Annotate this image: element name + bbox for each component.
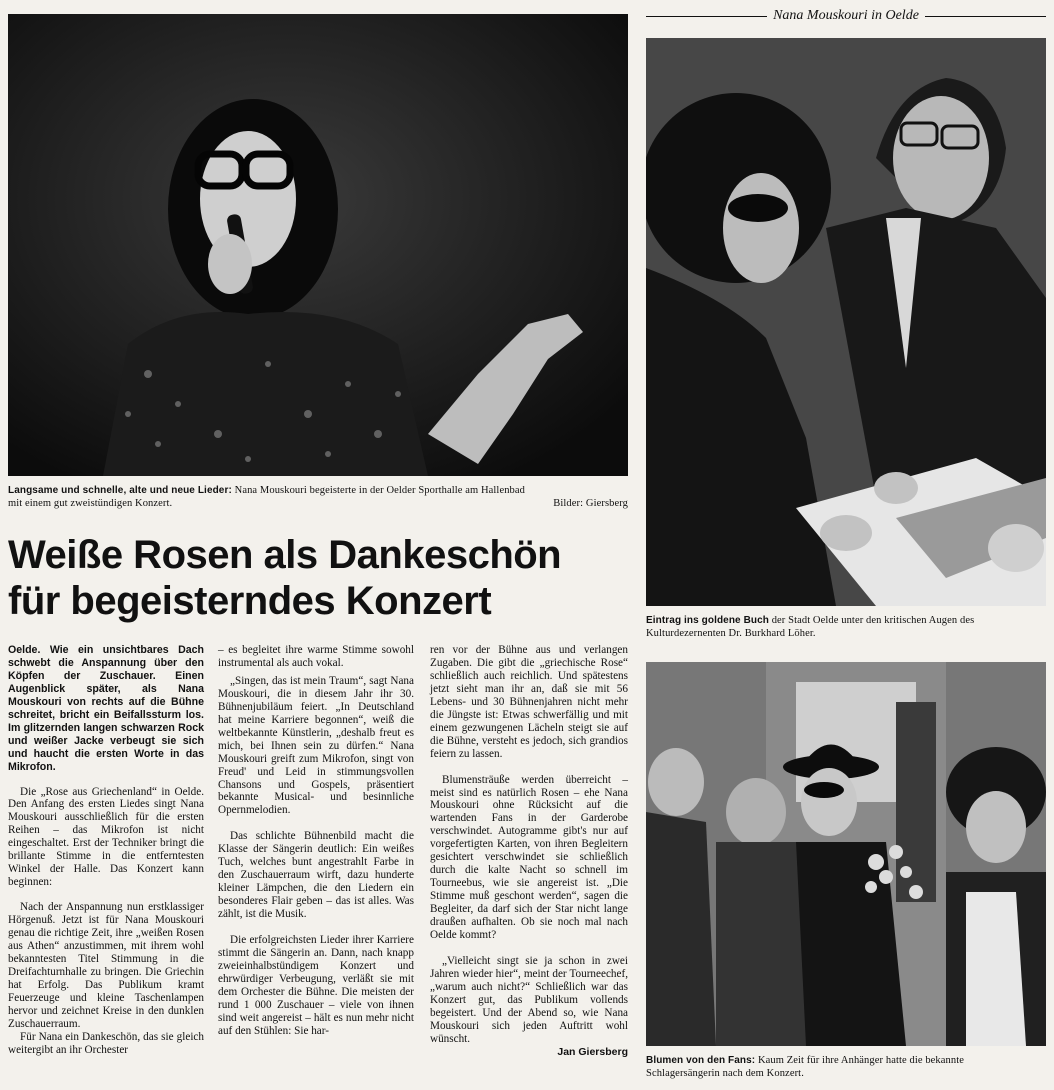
- kicker-text: Nana Mouskouri in Oelde: [773, 8, 919, 23]
- photo-fans-with-flowers: [646, 662, 1046, 1046]
- paragraph: Die „Rose aus Griechenland“ in Oelde. Den Anfang des ersten Liedes singt Nana Mouskouri ausschließlich für die ersten Reihen – das Mikrofon ist nicht eingeschaltet. Erst der Techniker bringt die brillante Stimme in die entferntesten Winkel der Halle. Das Konzert kann beginnen:: [8, 785, 204, 889]
- paragraph: „Singen, das ist mein Traum“, sagt Nana Mouskouri, die in diesem Jahr ihr 30. Bühnenjubiläum feiert. „In Deutschland hat meine Karriere begonnen“, weiß die weltbekannte Künstlerin, „deshalb freut es mich, bei Ihnen sein zu dürfen.“ Nana Mouskouri greift zum Mikrofon, singt von Freud' und Leid in stimmungsvollen Chansons und Gospels, präsentiert bekannte Musical- und besinnliche Opernmelodien.: [218, 674, 414, 817]
- section-kicker: [646, 6, 1046, 26]
- caption-fans-text: Kaum Zeit für ihre Anhänger hatte die bekannte: [755, 1055, 965, 1066]
- caption-main-bold: Langsame und schnelle, alte und neue Lieder:: [8, 485, 232, 496]
- article-column-3: [430, 644, 628, 1059]
- article-column-2: [218, 644, 414, 1038]
- photo-credit: Bilder: Giersberg: [553, 498, 628, 509]
- author-byline: Jan Giersberg: [557, 1045, 628, 1058]
- caption-fans-bold: Blumen von den Fans:: [646, 1055, 756, 1066]
- paragraph: „Vielleicht singt sie ja schon in zwei Jahren wieder hier“, meint der Tourneechef, „warum auch nicht?“ Schließlich war das Konzert gut, das Publikum vollends begeistert. Und der Abend so, wie Nana Mouskouri sich jeden Auftritt wohl wünscht.: [430, 954, 628, 1045]
- caption-signing-text: der Stadt Oelde unter den kritischen Augen des: [768, 615, 975, 626]
- paragraph: ren vor der Bühne aus und verlangen Zugaben. Die gibt die „griechische Rose“ schließlich auch reichlich. Und spätestens jetzt sieht man ihr an, daß sie mit 56 Lebens- und 30 Bühnenjahren nicht mehr die Jüngste ist: Etwas schwerfällig und mit einem gezwungenen Lächeln steigt sie auf die Bühne, versteht es jedoch, sich grandios feiern zu lassen.: [430, 644, 628, 760]
- headline-line-2: für begeisterndes Konzert: [8, 579, 492, 623]
- paragraph: Die erfolgreichsten Lieder ihrer Karriere stimmt die Sängerin an. Dann, nach knapp zweieinhalbstündigem Konzert und ehrwürdiger Verbeugung, verläßt sie mit dem Orchester die Bühne. Die meisten der rund 1 000 Zuschauer – viele von ihnen sind weit angereist – hält es nun mehr nicht auf den Stühlen: Sie har-: [218, 934, 414, 1037]
- caption-fans-line2: Schlagersängerin nach dem Konzert.: [646, 1068, 804, 1079]
- headline-line-1: Weiße Rosen als Dankeschön: [8, 533, 562, 577]
- paragraph: Nach der Anspannung nun erstklassiger Hörgenuß. Jetzt ist für Nana Mouskouri genau die richtige Zeit, ihre „weißen Rosen aus Athen“ anzustimmen, mit ihrem wohl bekanntesten Titel Stimmung in die Dreifachturnhalle zu bringen. Die Griechin hat Erfolg. Das Publikum kramt Feuerzeuge und kleine Taschenlampen hervor und zeichnet Kreise in den dunklen Zuschauerraum.: [8, 901, 204, 1030]
- caption-signing-photo: [646, 614, 1050, 640]
- caption-fans-photo: [646, 1054, 1050, 1080]
- caption-signing-line2: Kulturdezernenten Dr. Burkhard Löher.: [646, 628, 816, 639]
- kicker-rule-right: [925, 16, 1046, 17]
- article-lead: Oelde. Wie ein unsichtbares Dach schwebt die Anspannung über den Köpfen der Zuschauer. Einen Augenblick später, als Nana Mouskouri von rechts auf die Bühne schreitet, bricht ein Beifallssturm los. Im glitzernden langen schwarzen Rock und weißer Jacke verbeugt sie sich und haucht die ersten Worte in das Mikrofon.: [8, 644, 204, 773]
- photo-singer-on-stage: [8, 14, 628, 476]
- caption-main-line2: mit einem gut zweistündigen Konzert.: [8, 498, 173, 509]
- paragraph: Das schlichte Bühnenbild macht die Klasse der Sängerin deutlich: Ein weißes Tuch, welches bunt angestrahlt Farbe in den Zuschauerraum wirft, dazu hunderte kleiner Lämpchen, die den Liedern ein besonderes Flair geben – das ist alles. Was zählt, ist die Musik.: [218, 830, 414, 921]
- paragraph: Blumensträuße werden überreicht – meist sind es natürlich Rosen – ehe Nana Mouskouri ohne Rücksicht auf die wartenden Fans in der Garderobe verschwindet. Autogramme gibt's nur auf vorgefertigten Karten, von ihren Begleitern gesichtert verschwindet sie schließlich durch die kalte Nacht so schnell im Tourneebus, wie sie angereist ist. „Die Stimme muß geschont werden“, sagen die Begleiter, da darf sich der Star nicht lange draußen aufhalten. Ob sie noch mal nach Oelde kommt?: [430, 773, 628, 942]
- caption-main-photo: [8, 484, 628, 510]
- article-headline: [8, 532, 633, 624]
- paragraph: Für Nana ein Dankeschön, das sie gleich weitergibt an ihr Orchester: [8, 1030, 204, 1056]
- caption-main-text: Nana Mouskouri begeisterte in der Oelder Sporthalle am Hallenbad: [231, 485, 526, 496]
- caption-signing-bold: Eintrag ins goldene Buch: [646, 615, 769, 626]
- kicker-rule-left: [646, 16, 767, 17]
- photo-golden-book-signing: [646, 38, 1046, 606]
- paragraph: – es begleitet ihre warme Stimme sowohl instrumental als auch vokal.: [218, 644, 414, 669]
- article-column-1: [8, 644, 204, 1057]
